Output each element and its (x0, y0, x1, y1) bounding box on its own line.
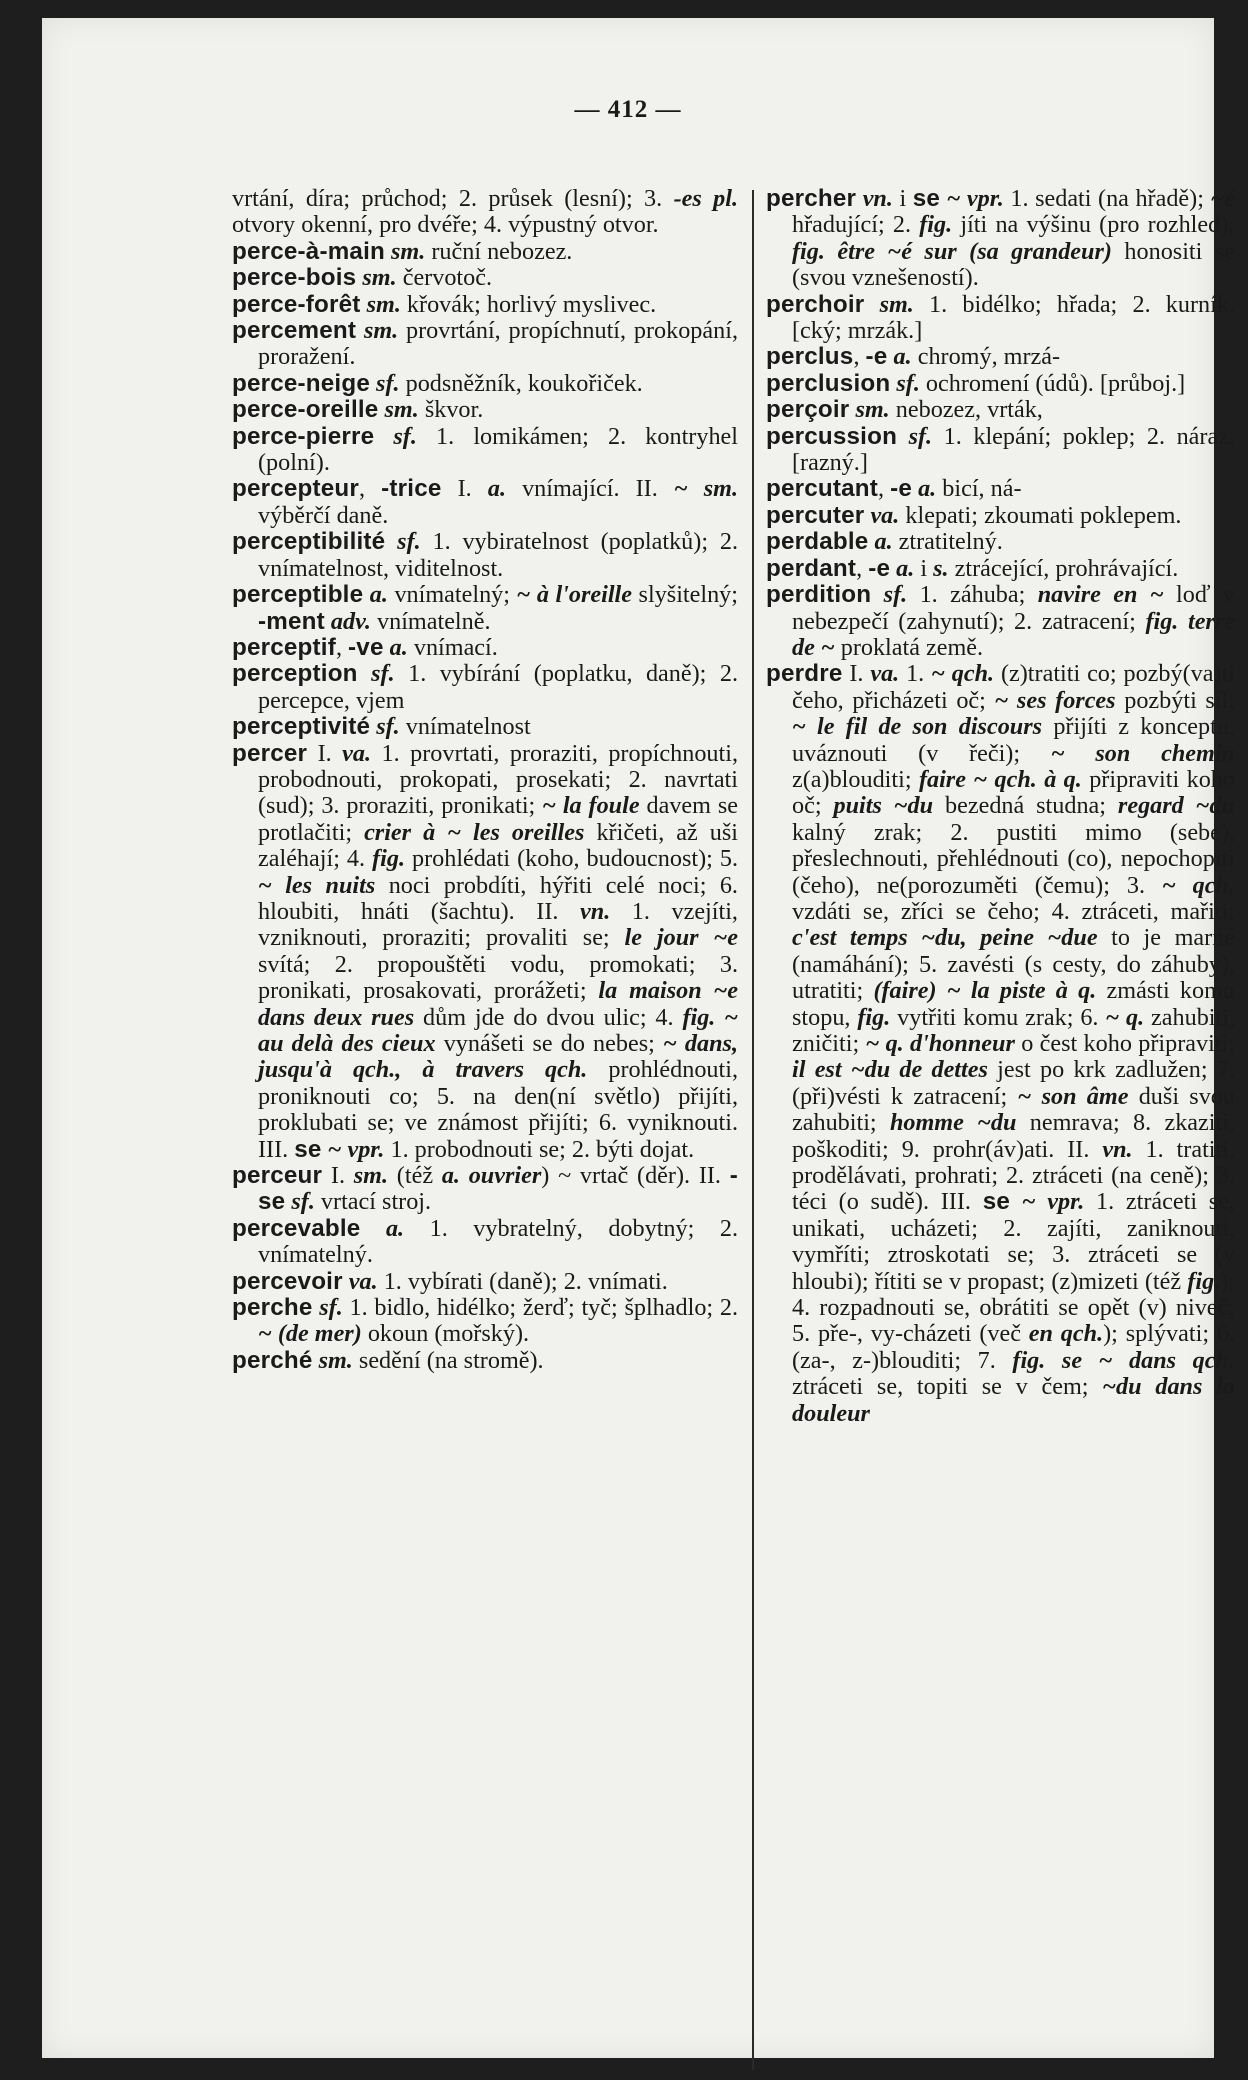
italic-text: sf. (908, 422, 933, 450)
headword: se (982, 1188, 1011, 1216)
italic-text: sf. (896, 369, 920, 397)
headword: perceptibilité (232, 528, 386, 556)
headword: percevoir (232, 1267, 343, 1295)
entry-text: , (878, 475, 891, 503)
dictionary-entry (766, 397, 1235, 423)
entry-text: 1. vybírání (poplatku, daně); 2. percepce, vjem (258, 660, 738, 714)
entry-text: i (892, 185, 913, 212)
dictionary-entry (232, 265, 738, 291)
headword: perceptif (232, 633, 336, 661)
entry-text: I. (322, 1162, 354, 1190)
italic-text: ~ vpr. (327, 1135, 385, 1163)
entry-text (1010, 1188, 1022, 1215)
italic-text: sf. (376, 369, 400, 397)
dictionary-entry (232, 186, 738, 239)
italic-text: sm. (353, 1162, 389, 1190)
headword: se (294, 1135, 322, 1163)
entry-text: , (359, 475, 382, 503)
italic-text: ~ la foule (542, 792, 640, 820)
entry-text: 1. ztráceti se, unikati, ucházeti; 2. zajíti, zaniknouti, vymříti; ztroskotati se; 3. ztráceti se (v hloubi); řítiti se v propast; (z)mizeti (též (792, 1188, 1235, 1295)
headword: perdable (766, 528, 869, 556)
entry-text: křičeti, až uši zaléhají; 4. (258, 818, 739, 873)
dictionary-entry (232, 1269, 738, 1295)
headword: -se (258, 1162, 739, 1216)
italic-text: sf. (291, 1188, 315, 1216)
italic-text: va. (870, 501, 900, 529)
entry-text: přijíti z konceptu, uváznouti (v řeči); (792, 713, 1235, 767)
entry-text: vrtání, díra; průchod; 2. průsek (lesní); 3. (232, 185, 674, 212)
entry-text: křovák; horlivý myslivec. (400, 290, 657, 318)
entry-text (358, 660, 371, 687)
italic-text: ~ dans, jusqu'à qch., à travers qch. (258, 1030, 738, 1084)
italic-text: sm. (318, 1346, 353, 1374)
entry-text: ); splývati; 6. (za-, z-)blouditi; 7. (792, 1320, 1236, 1374)
italic-text: puits ~du (833, 792, 934, 820)
headword: perceptible (232, 581, 364, 609)
entry-text: červotoč. (396, 264, 493, 292)
italic-text: fig. se ~ dans qch. (1012, 1346, 1236, 1374)
dictionary-entry (232, 529, 738, 582)
italic-text: -es pl. (673, 185, 738, 212)
headword: perce-à-main (232, 237, 385, 265)
dictionary-entry (232, 424, 738, 477)
headword: perce-neige (232, 369, 370, 397)
entry-text: 1. vybratelný, dobytný; 2. vnímatelný. (258, 1214, 739, 1269)
dictionary-entry (766, 556, 1235, 582)
entry-text: 1. bidélko; hřada; 2. kurník. [cký; mrzák.] (792, 290, 1236, 345)
entry-text: 1. probodnouti se; 2. býti dojat. (384, 1135, 695, 1163)
entry-text: okoun (mořský). (361, 1320, 530, 1348)
italic-text: ~ qch. (1161, 871, 1235, 899)
entry-text: vytřiti komu zrak; 6. (890, 1003, 1106, 1031)
italic-text: sf. (319, 1294, 343, 1322)
headword: percutant (766, 475, 879, 503)
entry-text: vynášeti se do nebes; (435, 1030, 663, 1057)
entry-text: 1. záhuba; (907, 581, 1038, 609)
italic-text: fig. être ~é sur (sa grandeur) (792, 237, 1112, 265)
entry-text: prohlédati (koho, budoucnost); 5. (405, 845, 738, 873)
entry-text: 1. lomikámen; 2. kontryhel (polní). (258, 422, 739, 477)
italic-text: fig. (1187, 1267, 1221, 1295)
entry-text: výběrčí daně. (258, 501, 389, 529)
right-column (766, 186, 1235, 1427)
entry-text: 1. vzejíti, vzniknouti, proraziti; provaliti se; (258, 897, 738, 952)
entry-text: o čest koho připraviti; (1014, 1030, 1235, 1057)
dictionary-entry (232, 714, 738, 740)
headword: perceptivité (232, 713, 371, 741)
italic-text: va. (348, 1267, 378, 1295)
entry-text: slyšitelný; (632, 581, 738, 609)
entry-text: škvor. (418, 396, 484, 424)
italic-text: fig. terre de ~ (792, 607, 1235, 661)
entry-text (871, 581, 883, 608)
headword: percer (232, 739, 308, 767)
headword: -ment (258, 607, 325, 635)
left-column (232, 186, 738, 1374)
italic-text: ~ son âme (1017, 1082, 1129, 1110)
entry-text: , (856, 554, 869, 582)
entry-text: I. (307, 739, 343, 767)
italic-text: ~ les nuits (258, 871, 376, 899)
entry-text: (též (388, 1162, 442, 1190)
entry-text: ruční nebozez. (425, 237, 573, 265)
entry-text: vnímací. (407, 633, 498, 661)
entry-text: vrtací stroj. (314, 1188, 432, 1216)
entry-text (864, 291, 879, 318)
italic-text: ~du dans la douleur (792, 1373, 1235, 1427)
italic-text: fig. (857, 1003, 891, 1031)
entry-text: vnímatelně. (370, 607, 491, 635)
italic-text: sf. (393, 422, 417, 450)
dictionary-entry (766, 424, 1235, 477)
italic-text: va. (342, 739, 372, 767)
entry-text: hřadující; 2. (792, 211, 920, 239)
entry-text (897, 423, 909, 450)
headword: perdant (766, 554, 857, 582)
entry-text: ); 4. rozpadnouti se, obrátiti se opět (v) niveč; 5. pře-, vy-cházeti (več (792, 1267, 1235, 1348)
headword: percuter (766, 501, 865, 529)
dictionary-entry (766, 582, 1235, 661)
page-number: — 412 — (574, 96, 682, 123)
dictionary-entry (766, 529, 1235, 555)
entry-text: nemrava; 8. zkaziti, poškoditi; 9. prohr(áv)ati. II. (792, 1109, 1235, 1163)
entry-text: zmásti komu stopu, (792, 977, 1236, 1031)
entry-text (374, 423, 393, 450)
headword: -e (868, 554, 891, 582)
italic-text: sm. (391, 237, 426, 265)
headword: percement (232, 317, 357, 345)
dictionary-entry (766, 503, 1235, 529)
entry-text: vzdáti se, zříci se čeho; 4. ztráceti, mařiti; (792, 897, 1235, 925)
italic-text: fig. ~ au delà des cieux (258, 1003, 738, 1057)
headword: perche (232, 1294, 313, 1322)
italic-text: crier à ~ les oreilles (364, 818, 585, 846)
italic-text: ~ sm. (673, 475, 739, 503)
dictionary-entry (232, 1163, 738, 1216)
entry-text: 1. provrtati, proraziti, propíchnouti, probodnouti, prokopati, prosekati; 2. navrtati (sud); 3. proraziti, pronikati; (258, 739, 738, 820)
italic-text: adv. (330, 607, 371, 635)
italic-text: a. (385, 1214, 405, 1242)
headword: percepteur (232, 475, 360, 503)
italic-text: regard ~du (1117, 792, 1235, 820)
entry-text: 1. sedati (na hřadě); (1003, 185, 1211, 212)
entry-text: noci probdíti, hýřiti celé noci; 6. hloubiti, hnáti (šachtu). II. (258, 871, 738, 925)
entry-text: připraviti koho oč; (792, 765, 1235, 820)
dictionary-entry (766, 476, 1235, 502)
dictionary-entry (766, 344, 1235, 370)
italic-text: ~ le fil de son discours (792, 713, 1043, 741)
italic-text: sm. (384, 396, 419, 424)
entry-text: prohlédnouti, proniknouti co; 5. na den(ní světlo) přijíti, proklubati se; ve známost přijíti; 6. vyniknouti. III. (258, 1056, 738, 1163)
dictionary-entry (232, 476, 738, 529)
entry-text: (z)tratiti co; pozbý(va)ti čeho, přicházeti oč; (792, 660, 1235, 714)
italic-text: vn. (862, 185, 893, 212)
entry-text: i (914, 554, 934, 582)
headword: perce-pierre (232, 422, 375, 450)
entry-text: 1. vybírati (daně); 2. vnímati. (377, 1267, 668, 1295)
italic-text: a. (487, 475, 506, 503)
entry-text: ztratitelný. (892, 528, 1003, 556)
headword: perce-bois (232, 264, 357, 292)
entry-text: ztrácející, prohrávající. (948, 554, 1179, 582)
entry-text: otvory okenní, pro dvéře; 4. výpustný otvor. (232, 211, 659, 239)
italic-text: sf. (376, 713, 400, 741)
headword: percevable (232, 1214, 361, 1242)
entry-text: 1. vybiratelnost (poplatků); 2. vnímatelnost, viditelnost. (258, 528, 739, 582)
entry-text: davem se protlačiti; (258, 792, 738, 846)
italic-text: vn. (580, 897, 611, 925)
headword: perdition (766, 581, 872, 609)
italic-text: fig. (372, 845, 405, 873)
entry-text: 1. bidlo, hidélko; žerď; tyč; šplhadlo; 2. (342, 1294, 739, 1322)
italic-text: ~ son chemin (1050, 739, 1235, 767)
headword: percher (766, 185, 857, 212)
italic-text: en qch. (1028, 1320, 1104, 1348)
italic-text: ~ vpr. (946, 185, 1004, 212)
italic-text: ~ q. d'honneur (865, 1030, 1015, 1057)
dictionary-entry (232, 1348, 738, 1374)
entry-text: provrtání, propíchnutí, prokopání, proražení. (258, 317, 738, 371)
dictionary-entry (232, 397, 738, 423)
italic-text: il est ~du de dettes (792, 1056, 988, 1084)
headword: se (912, 185, 941, 212)
italic-text: ~ vpr. (1021, 1188, 1085, 1216)
entry-text: ) ~ vrtač (děr). II. (541, 1162, 730, 1190)
italic-text: fig. (919, 211, 953, 239)
italic-text: a. (369, 581, 388, 609)
entry-text: vnímající. II. (505, 475, 674, 503)
entry-text: sedění (na stromě). (352, 1346, 544, 1374)
entry-text: zahubiti, zničiti; (792, 1003, 1235, 1057)
entry-text: vnímatelnost (399, 713, 531, 741)
headword: perce-oreille (232, 396, 379, 424)
entry-text: vnímatelný; (387, 581, 517, 609)
entry-text: podsněžník, koukořiček. (399, 369, 643, 397)
headword: percussion (766, 422, 898, 450)
entry-text: klepati; zkoumati poklepem. (899, 501, 1182, 529)
entry-text: dům jde do dvou ulic; 4. (414, 1003, 683, 1031)
italic-text: c'est temps ~du, peine ~due (792, 924, 1098, 952)
entry-text: ztráceti se, topiti se v čem; (792, 1373, 1103, 1401)
entry-text: duši svou zahubiti; (792, 1082, 1235, 1137)
entry-text: I. (441, 475, 488, 503)
entry-text: 1. tratiti, prodělávati, prohrati; 2. ztráceti (na ceně); 3. téci (o sudě). III. (792, 1135, 1235, 1216)
entry-text: z(a)blouditi; (792, 765, 919, 793)
italic-text: ~é (1210, 185, 1236, 212)
entry-text: chromý, mrzá- (911, 343, 1061, 371)
dictionary-entry (232, 661, 738, 714)
dictionary-entry (766, 661, 1235, 1427)
italic-text: sm. (362, 264, 397, 292)
headword: perce-forêt (232, 290, 361, 318)
column-divider (752, 190, 754, 2070)
entry-text (356, 317, 364, 344)
entry-text: loď v nebezpečí (zahynutí); 2. zatracení; (792, 581, 1235, 635)
italic-text: navire en ~ (1037, 581, 1164, 609)
italic-text: sf. (371, 660, 395, 688)
italic-text: sf. (397, 528, 421, 556)
entry-text: svítá; 2. propouštěti vodu, promokati; 3. pronikati, prosakovati, prorážeti; (258, 950, 738, 1005)
italic-text: sm. (879, 290, 914, 318)
entry-text: , (853, 343, 866, 371)
italic-text: a. (896, 554, 915, 582)
italic-text: ~ q. (1105, 1003, 1145, 1031)
dictionary-entry (232, 239, 738, 265)
headword: perché (232, 1346, 313, 1374)
headword: -trice (381, 475, 442, 503)
headword: perclusion (766, 369, 891, 397)
italic-text: ~ (de mer) (258, 1320, 362, 1348)
italic-text: sf. (883, 581, 908, 609)
headword: perdre (766, 660, 843, 688)
italic-text: a. (918, 475, 937, 503)
entry-text: bezedná studna; (933, 792, 1118, 820)
italic-text: vn. (1102, 1135, 1133, 1163)
entry-text: honositi se (svou vznešeností). (792, 237, 1235, 292)
entry-text (385, 528, 397, 555)
italic-text: a. (874, 528, 893, 556)
entry-text: kalný zrak; 2. pustiti mimo (sebe), přeslechnouti, přehlédnouti (co), nepochopiti (čeho), ne(porozuměti (čemu); 3. (792, 818, 1235, 899)
italic-text: a. (389, 633, 408, 661)
italic-text: a. ouvrier (441, 1162, 542, 1190)
entry-text: bicí, ná- (936, 475, 1022, 503)
italic-text: ~ qch. (931, 660, 995, 688)
headword: perclus (766, 343, 854, 371)
italic-text: sm. (363, 317, 399, 345)
dictionary-entry (232, 292, 738, 318)
entry-text: 1. (899, 660, 932, 688)
entry-text: proklatá země. (834, 633, 984, 661)
entry-text: , (335, 633, 349, 661)
dictionary-entry (766, 186, 1235, 292)
italic-text: sm. (855, 396, 890, 424)
entry-text: nebozez, vrták, (889, 396, 1043, 424)
italic-text: ~ ses forces (994, 686, 1116, 714)
italic-text: sm. (366, 290, 401, 318)
dictionary-entry (232, 1295, 738, 1348)
entry-text: 1. klepání; poklep; 2. náraz. [razný.] (792, 422, 1235, 477)
entry-text: to je marné (namáhání); 5. zavésti (s cesty, do záhuby), utratiti; (792, 924, 1236, 1005)
headword: perçoir (766, 396, 850, 424)
dictionary-entry (232, 318, 738, 371)
italic-text: la maison ~e dans deux rues (258, 977, 738, 1031)
entry-text: I. (842, 660, 871, 688)
italic-text: homme ~du (889, 1109, 1017, 1137)
headword: perchoir (766, 290, 865, 318)
italic-text: le jour ~e (624, 924, 738, 952)
dictionary-entry (766, 371, 1235, 397)
entry-text: jest po krk zadlužen; 7. (při)vésti k zatracení; (792, 1056, 1235, 1110)
headword: -e (865, 343, 888, 371)
dictionary-entry (232, 635, 738, 661)
dictionary-entry (232, 371, 738, 397)
italic-text: va. (870, 660, 900, 688)
italic-text: s. (933, 554, 949, 582)
italic-text: faire ~ qch. à q. (918, 765, 1082, 793)
dictionary-entry (232, 741, 738, 1164)
dictionary-entry (232, 1216, 738, 1269)
italic-text: (faire) ~ la piste à q. (873, 977, 1097, 1005)
entry-text: jíti na výšinu (pro rozhled); (952, 211, 1235, 239)
dictionary-entry (232, 582, 738, 635)
entry-text (360, 1215, 386, 1242)
headword: -ve (348, 633, 384, 661)
headword: -e (890, 475, 913, 503)
entry-text: ochromení (údů). [průboj.] (919, 369, 1186, 397)
headword: perception (232, 660, 358, 688)
italic-text: a. (893, 343, 912, 371)
entry-text: pozbýti sil; (1115, 686, 1235, 714)
italic-text: ~ à l'oreille (516, 581, 633, 609)
dictionary-page (42, 18, 1236, 2058)
dictionary-entry (766, 292, 1235, 345)
headword: perceur (232, 1162, 323, 1190)
